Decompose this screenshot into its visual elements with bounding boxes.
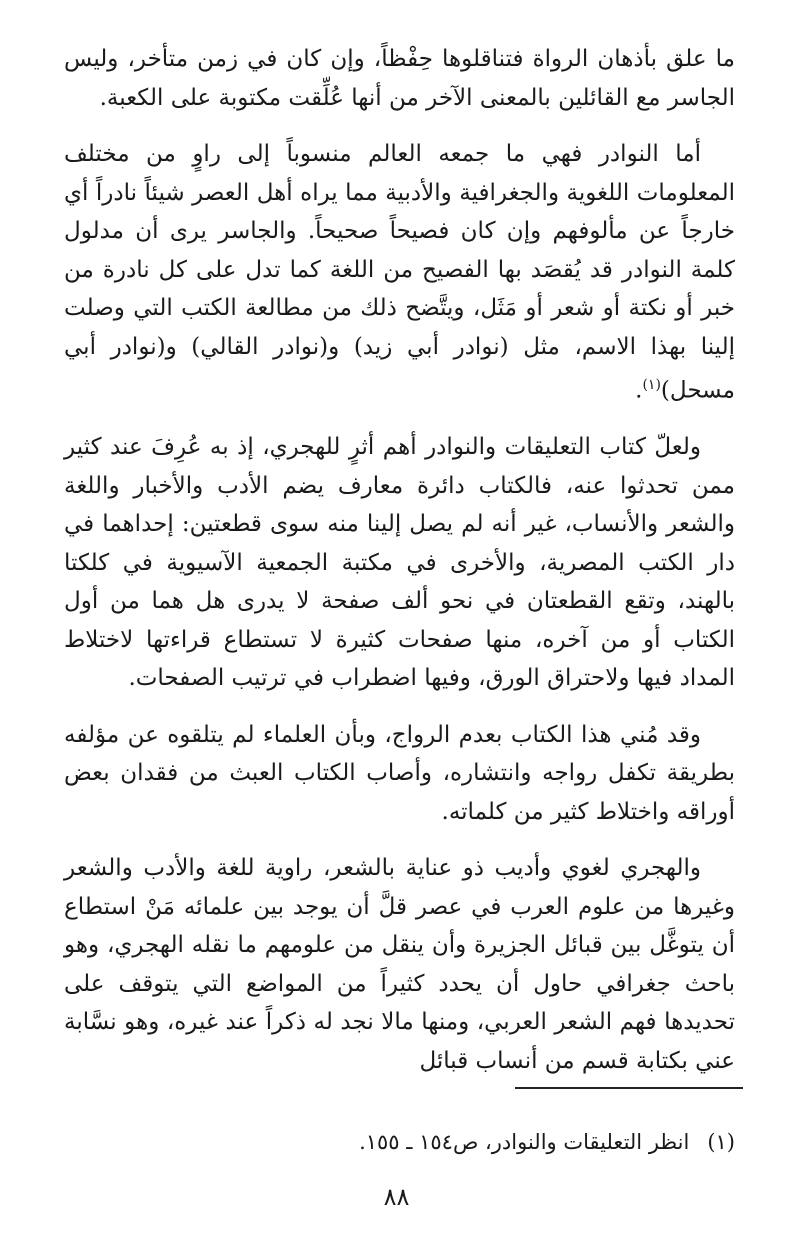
footnote-marker: (١)	[707, 1130, 735, 1154]
footnote-reference[interactable]: (١)	[642, 377, 661, 393]
paragraph-2-text: أما النوادر فهي ما جمعه العالم منسوباً إلى راوٍ من مختلف المعلومات اللغوية والجغرافية والأدبية مما يراه أهل العصر شيئاً نادراً أي خارجاً عن مألوفهم وإن كان فصيحاً صحيحاً. والجاسر يرى أن مدلول كلمة النوادر قد يُقصَد بها الفصيح من اللغة كما تدل على كل نادرة من خبر أو نكتة أو شعر أو مَثَل، ويتَّضح ذلك من مطالعة الكتب التي وصلت إلينا بهذا الاسم، مثل (نوادر أبي زيد) و(نوادر القالي) و(نوادر أبي مسحل)	[64, 141, 735, 404]
paragraph-2	[64, 135, 735, 410]
paragraph-4: وقد مُني هذا الكتاب بعدم الرواج، وبأن العلماء لم يتلقوه عن مؤلفه بطريقة تكفل رواجه وانتشاره، وأصاب الكتاب العبث من فقدان بعض أوراقه واختلاط كثير من كلماته.	[64, 721, 735, 825]
page-number: ٨٨	[383, 1183, 410, 1211]
paragraph-5: والهجري لغوي وأديب ذو عناية بالشعر، راوية للغة والأدب والشعر وغيرها من علوم العرب في عصر قلَّ أن يوجد بين علمائه مَنْ استطاع أن يتوغَّل بين قبائل الجزيرة وأن ينقل من علومهم ما نقله الهجري، وهو باحث جغرافي حاول أن يحدد كثيراً من المواضع التي يتوقف على تحديدها فهم الشعر العربي، ومنها مالا نجد له ذكراً عند غيره، وهو نسَّابة عني بكتابة قسم من أنساب قبائل	[64, 855, 735, 1074]
main-text	[64, 40, 735, 1098]
footnote-text: انظر التعليقات والنوادر، ص١٥٤ ـ ١٥٥.	[359, 1130, 690, 1154]
footnote	[64, 1127, 735, 1157]
paragraph-1: ما علق بأذهان الرواة فتناقلوها حِفْظاً، وإن كان في زمن متأخر، وليس الجاسر مع القائلين بالمعنى الآخر من أنها عُلِّقت مكتوبة على الكعبة.	[64, 46, 735, 111]
paragraph-3: ولعلّ كتاب التعليقات والنوادر أهم أثرٍ للهجري، إذ به عُرِفَ عند كثير ممن تحدثوا عنه، فالكتاب دائرة معارف يضم الأدب والأخبار واللغة والشعر والأنساب، غير أنه لم يصل إلينا منه سوى قطعتين: إحداهما في دار الكتب المصرية، والأخرى في مكتبة الجمعية الآسيوية في كلكتا بالهند، وتقع القطعتان في نحو ألف صفحة لا يدرى هل هما من أول الكتاب أو من آخره، منها صفحات كثيرة لا تستطاع قراءتها لاختلاط المداد فيها ولاحتراق الورق، وفيها اضطراب في ترتيب الصفحات.	[64, 434, 735, 692]
paragraph-2-end: .	[635, 377, 643, 404]
footnote-divider	[515, 1087, 743, 1089]
